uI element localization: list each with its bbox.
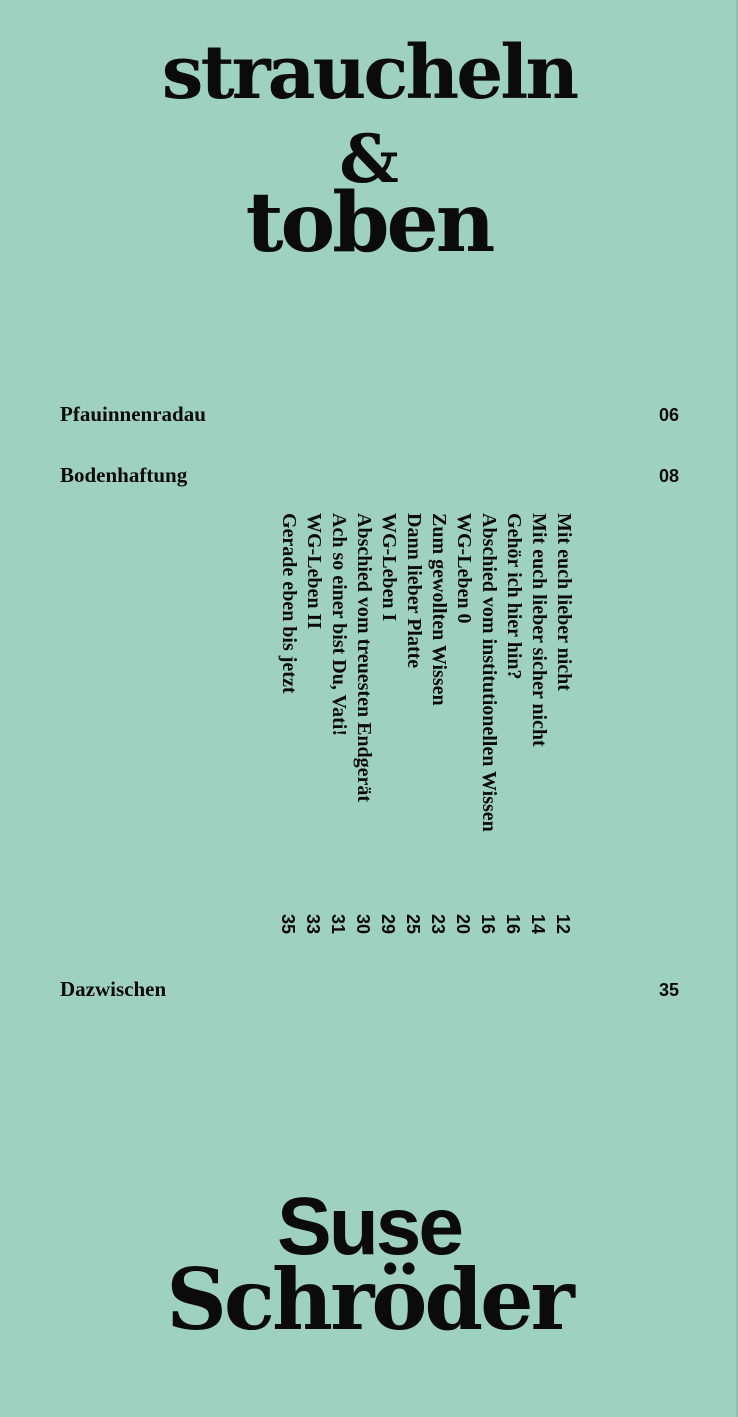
toc-subsection (453, 513, 478, 935)
toc-subsection-title: Zum gewollten Wissen (428, 513, 450, 706)
toc-subsection-title: Gehör ich hier hin? (503, 513, 525, 680)
toc-subsection-page: 23 (428, 914, 448, 935)
toc-subsection (278, 513, 303, 935)
title-line-3: toben (245, 175, 493, 271)
toc-subsection-title: Gerade eben bis jetzt (278, 513, 300, 694)
toc-subsection-page: 29 (378, 914, 398, 935)
toc-subsection (478, 513, 503, 935)
title-ampersand: & (339, 120, 399, 198)
toc-subsection-page: 16 (478, 914, 498, 935)
toc-section-title: Pfauinnenradau (60, 402, 206, 426)
toc-subsection-page: 16 (503, 914, 523, 935)
toc-subsection-title: WG-Leben 0 (453, 513, 475, 624)
author-first-name: Suse (277, 1181, 461, 1272)
toc-subsection (503, 513, 528, 935)
toc-subsection (353, 513, 378, 935)
toc-subsection-page: 31 (328, 914, 348, 935)
toc-subsection-title: Abschied vom treuesten Endgerät (353, 513, 375, 803)
toc-subsection-title: Ach so einer bist Du, Vati! (328, 513, 350, 736)
toc-subsection-page: 30 (353, 914, 373, 935)
toc-subsection (428, 513, 453, 935)
toc-section-title: Dazwischen (60, 977, 167, 1001)
title-line-1: straucheln (161, 30, 577, 116)
toc-subsection (528, 513, 553, 935)
toc-section-page: 06 (658, 405, 679, 425)
author-last-name: Schröder (166, 1250, 572, 1349)
toc-subsection (328, 513, 353, 935)
toc-section-page: 35 (658, 980, 679, 1000)
toc-subsection (303, 513, 328, 935)
toc-subsection-page: 35 (278, 914, 298, 935)
toc-subsection-title: WG-Leben II (303, 513, 325, 630)
toc-subsection (553, 513, 578, 935)
toc-section-title: Bodenhaftung (60, 463, 188, 487)
toc-subsection-page: 20 (453, 914, 473, 935)
toc-section-page: 08 (658, 466, 679, 486)
toc-subsection-page: 14 (528, 914, 548, 935)
toc-subsection-page: 25 (403, 914, 423, 935)
toc-subsection-title: Mit euch lieber sicher nicht (528, 513, 550, 747)
toc-subsection-page: 33 (303, 914, 323, 935)
toc-subsection-title: WG-Leben I (378, 513, 400, 622)
toc-subsection-page: 12 (553, 914, 573, 935)
toc-subsection-title: Mit euch lieber nicht (553, 513, 575, 691)
toc-subsection-title: Dann lieber Platte (403, 513, 425, 669)
toc-subsection-title: Abschied vom institutionellen Wissen (478, 513, 500, 832)
toc-subsection (378, 513, 403, 935)
toc-subsection (403, 513, 428, 935)
